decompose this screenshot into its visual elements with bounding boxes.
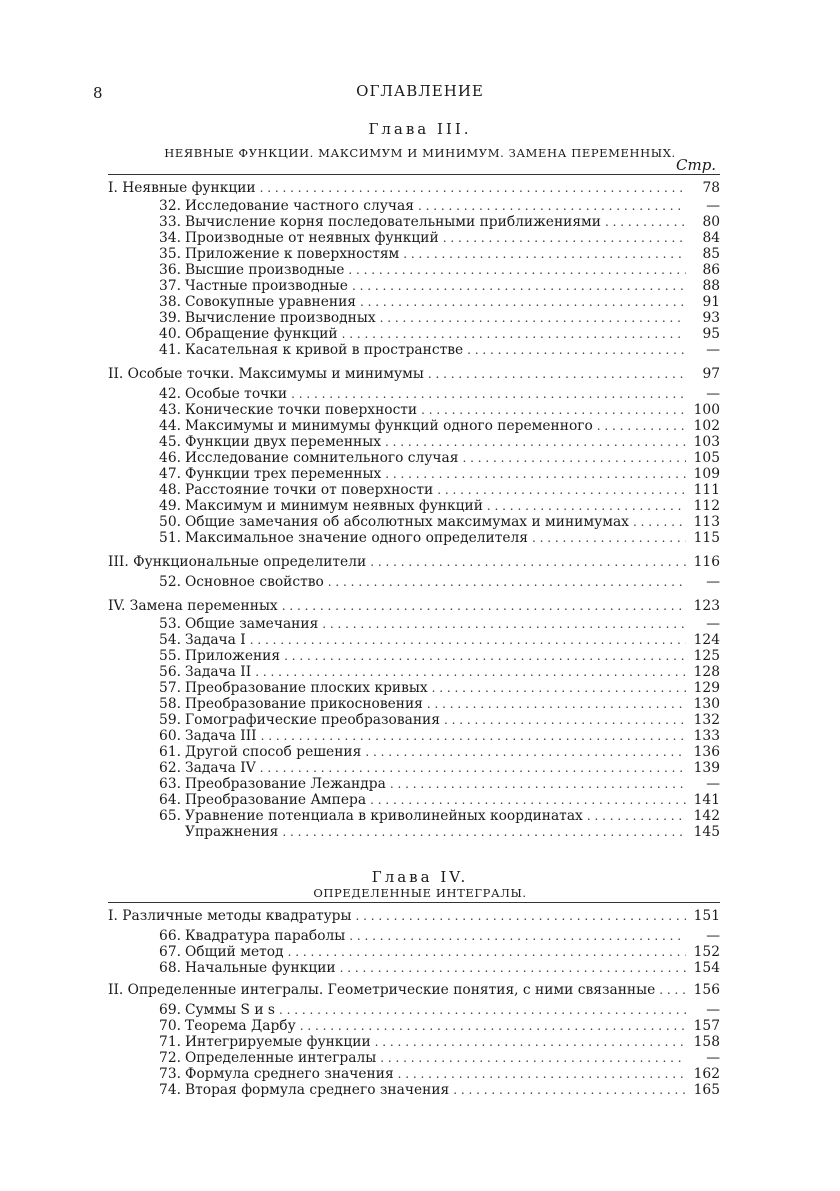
entry-page: 151: [693, 908, 720, 924]
entry-number: 65.: [159, 808, 181, 824]
entry-title: Определенные интегралы: [185, 1050, 377, 1066]
toc-item: [148, 744, 720, 761]
entry-page: 142: [693, 808, 720, 824]
entry-title: Функции трех переменных: [185, 466, 382, 482]
toc-item: [148, 944, 720, 961]
dot-leader: [403, 246, 686, 263]
entry-number: 53.: [159, 616, 181, 632]
entry-number: 66.: [159, 928, 181, 944]
entry-page: 154: [693, 960, 720, 976]
toc-item: [148, 728, 720, 745]
entry-title: Обращение функций: [185, 326, 338, 342]
dot-leader: [250, 632, 686, 649]
entry-number: 52.: [159, 574, 181, 590]
toc-item: [148, 498, 720, 515]
dot-leader: [432, 680, 686, 697]
dot-leader: [375, 1034, 686, 1051]
entry-title: Задача II: [185, 664, 252, 680]
dot-leader: [370, 792, 686, 809]
entry-title: Преобразование Ампера: [185, 792, 367, 808]
entry-title: Касательная к кривой в пространстве: [185, 342, 464, 358]
entry-number: 32.: [159, 198, 181, 214]
entry-page: —: [706, 386, 720, 402]
entry-page: 102: [693, 418, 720, 434]
dot-leader: [437, 482, 686, 499]
entry-number: 36.: [159, 262, 181, 278]
entry-number: 41.: [159, 342, 181, 358]
dot-leader: [427, 696, 686, 713]
entry-number: 58.: [159, 696, 181, 712]
entry-number: 55.: [159, 648, 181, 664]
entry-page: 124: [693, 632, 720, 648]
toc-item: [148, 418, 720, 435]
entry-title: Гомографические преобразования: [185, 712, 440, 728]
dot-leader: [349, 928, 686, 945]
dot-leader: [398, 1066, 686, 1083]
toc-item: [148, 1066, 720, 1083]
entry-number: 63.: [159, 776, 181, 792]
entry-page: —: [706, 776, 720, 792]
entry-title: Задача I: [185, 632, 246, 648]
entry-number: 48.: [159, 482, 181, 498]
toc-item: [148, 696, 720, 713]
dot-leader: [340, 960, 686, 977]
toc-item: [148, 450, 720, 467]
page-number: 8: [93, 84, 103, 102]
entry-number: 56.: [159, 664, 181, 680]
entry-title: Высшие производные: [185, 262, 345, 278]
section-entry: [108, 554, 720, 571]
entry-page: 100: [693, 402, 720, 418]
entry-number: 57.: [159, 680, 181, 696]
toc-item: [148, 960, 720, 977]
toc-item: [148, 386, 720, 403]
toc-item: [148, 278, 720, 295]
entry-number: 40.: [159, 326, 181, 342]
dot-leader: [532, 530, 686, 547]
entry-page: 141: [693, 792, 720, 808]
dot-leader: [380, 1050, 686, 1067]
dot-leader: [260, 180, 686, 197]
entry-page: —: [706, 928, 720, 944]
toc-item: [148, 198, 720, 215]
dot-leader: [597, 418, 686, 435]
dot-leader: [421, 402, 686, 419]
entry-number: 50.: [159, 514, 181, 530]
dot-leader: [282, 824, 686, 841]
entry-title: Начальные функции: [185, 960, 336, 976]
toc-item: [148, 776, 720, 793]
dot-leader: [261, 728, 686, 745]
entry-number: 44.: [159, 418, 181, 434]
entry-title: Производные от неявных функций: [185, 230, 439, 246]
entry-page: 139: [693, 760, 720, 776]
entry-page: 145: [693, 824, 720, 840]
entry-page: —: [706, 342, 720, 358]
entry-page: 80: [702, 214, 720, 230]
entry-title: Упражнения: [185, 824, 279, 840]
entry-title: Расстояние точки от поверхности: [185, 482, 434, 498]
toc-item: [148, 616, 720, 633]
entry-number: 34.: [159, 230, 181, 246]
entry-title: Задача III: [185, 728, 257, 744]
entry-number: 73.: [159, 1066, 181, 1082]
toc-item: [148, 530, 720, 547]
entry-title: Исследование сомнительного случая: [185, 450, 459, 466]
entry-page: 88: [702, 278, 720, 294]
entry-title: Вторая формула среднего значения: [185, 1082, 450, 1098]
entry-title: Исследование частного случая: [185, 198, 414, 214]
toc-item: [148, 1082, 720, 1099]
chapter-subtitle: ОПРЕДЕЛЕННЫЕ ИНТЕГРАЛЫ.: [313, 886, 527, 900]
dot-leader: [300, 1018, 686, 1035]
entry-title: Преобразование плоских кривых: [185, 680, 428, 696]
entry-page: 130: [693, 696, 720, 712]
entry-number: 74.: [159, 1082, 181, 1098]
entry-title: Общие замечания: [185, 616, 319, 632]
entry-page: —: [706, 198, 720, 214]
entry-title: Максимум и минимум неявных функций: [185, 498, 483, 514]
entry-title: Уравнение потенциала в криволинейных координатах: [185, 808, 583, 824]
entry-page: —: [706, 616, 720, 632]
entry-page: 128: [693, 664, 720, 680]
toc-item: [148, 648, 720, 665]
entry-page: 133: [693, 728, 720, 744]
divider: [108, 174, 720, 175]
entry-page: 103: [693, 434, 720, 450]
entry-title: Максимумы и минимумы функций одного переменного: [185, 418, 593, 434]
entry-page: 95: [702, 326, 720, 342]
dot-leader: [444, 712, 686, 729]
entry-number: 42.: [159, 386, 181, 402]
dot-leader: [370, 554, 686, 571]
entry-title: Преобразование прикосновения: [185, 696, 423, 712]
page-column-label: Стр.: [676, 156, 717, 174]
entry-page: 123: [693, 598, 720, 614]
entry-title: Основное свойство: [185, 574, 324, 590]
entry-title: Совокупные уравнения: [185, 294, 356, 310]
toc-item: [148, 808, 720, 825]
toc-item: [148, 310, 720, 327]
section-entry: [108, 180, 720, 197]
dot-leader: [418, 198, 686, 215]
entry-page: 115: [693, 530, 720, 546]
entry-number: 70.: [159, 1018, 181, 1034]
dot-leader: [467, 342, 686, 359]
entry-number: 68.: [159, 960, 181, 976]
entry-title: Приложение к поверхностям: [185, 246, 400, 262]
entry-title: Частные производные: [185, 278, 348, 294]
toc-item: [148, 230, 720, 247]
entry-title: Формула среднего значения: [185, 1066, 394, 1082]
divider: [108, 902, 720, 903]
entry-page: 116: [693, 554, 720, 570]
section-entry: [108, 598, 720, 615]
entry-number: 45.: [159, 434, 181, 450]
dot-leader: [365, 744, 686, 761]
dot-leader: [279, 1002, 686, 1019]
entry-title: I. Различные методы квадратуры: [108, 908, 352, 924]
chapter-subtitle: НЕЯВНЫЕ ФУНКЦИИ. МАКСИМУМ И МИНИМУМ. ЗАМЕНА ПЕРЕМЕННЫХ.: [164, 146, 676, 160]
entry-title: Конические точки поверхности: [185, 402, 418, 418]
dot-leader: [288, 944, 686, 961]
entry-number: 61.: [159, 744, 181, 760]
entry-page: 85: [702, 246, 720, 262]
entry-page: 157: [693, 1018, 720, 1034]
entry-number: 39.: [159, 310, 181, 326]
entry-page: 162: [693, 1066, 720, 1082]
entry-title: Общие замечания об абсолютных максимумах и минимумах: [185, 514, 629, 530]
entry-number: 37.: [159, 278, 181, 294]
dot-leader: [260, 760, 686, 777]
toc-item: [148, 680, 720, 697]
entry-title: Суммы S и s: [185, 1002, 276, 1018]
entry-page: 158: [693, 1034, 720, 1050]
entry-number: 72.: [159, 1050, 181, 1066]
entry-title: III. Функциональные определители: [108, 554, 367, 570]
entry-page: 97: [702, 366, 720, 382]
entry-title: Преобразование Лежандра: [185, 776, 386, 792]
entry-number: 51.: [159, 530, 181, 546]
entry-page: 78: [702, 180, 720, 196]
dot-leader: [390, 776, 686, 793]
toc-item: [148, 434, 720, 451]
toc-item: [148, 514, 720, 531]
dot-leader: [360, 294, 686, 311]
entry-page: 91: [702, 294, 720, 310]
dot-leader: [284, 648, 686, 665]
dot-leader: [352, 278, 686, 295]
dot-leader: [356, 908, 687, 925]
entry-title: Приложения: [185, 648, 281, 664]
entry-page: 111: [693, 482, 720, 498]
dot-leader: [291, 386, 686, 403]
dot-leader: [659, 982, 686, 999]
dot-leader: [633, 514, 686, 531]
dot-leader: [380, 310, 686, 327]
entry-page: 93: [702, 310, 720, 326]
toc-item: [148, 824, 720, 841]
section-entry: [108, 982, 720, 999]
entry-number: 54.: [159, 632, 181, 648]
entry-page: 156: [693, 982, 720, 998]
entry-number: 71.: [159, 1034, 181, 1050]
entry-page: 109: [693, 466, 720, 482]
entry-page: 84: [702, 230, 720, 246]
section-entry: [108, 366, 720, 383]
dot-leader: [428, 366, 686, 383]
dot-leader: [385, 466, 686, 483]
dot-leader: [587, 808, 686, 825]
entry-title: Вычисление производных: [185, 310, 376, 326]
entry-number: 43.: [159, 402, 181, 418]
entry-title: Особые точки: [185, 386, 288, 402]
toc-item: [148, 632, 720, 649]
entry-page: 165: [693, 1082, 720, 1098]
toc-item: [148, 246, 720, 263]
toc-item: [148, 792, 720, 809]
entry-title: Интегрируемые функции: [185, 1034, 371, 1050]
entry-number: 69.: [159, 1002, 181, 1018]
entry-page: —: [706, 1050, 720, 1066]
toc-item: [148, 712, 720, 729]
dot-leader: [348, 262, 686, 279]
dot-leader: [487, 498, 686, 515]
dot-leader: [342, 326, 686, 343]
entry-number: 59.: [159, 712, 181, 728]
toc-item: [148, 760, 720, 777]
entry-title: Теорема Дарбу: [185, 1018, 296, 1034]
entry-number: 62.: [159, 760, 181, 776]
entry-page: 129: [693, 680, 720, 696]
entry-page: 132: [693, 712, 720, 728]
entry-number: 38.: [159, 294, 181, 310]
entry-page: 152: [693, 944, 720, 960]
toc-item: [148, 1018, 720, 1035]
entry-title: I. Неявные функции: [108, 180, 256, 196]
toc-item: [148, 574, 720, 591]
entry-title: Задача IV: [185, 760, 256, 776]
entry-number: 35.: [159, 246, 181, 262]
dot-leader: [322, 616, 686, 633]
entry-page: —: [706, 574, 720, 590]
entry-title: Другой способ решения: [185, 744, 362, 760]
entry-page: 105: [693, 450, 720, 466]
dot-leader: [282, 598, 686, 615]
toc-item: [148, 1002, 720, 1019]
dot-leader: [462, 450, 686, 467]
entry-page: —: [706, 1002, 720, 1018]
toc-item: [148, 466, 720, 483]
entry-number: 64.: [159, 792, 181, 808]
entry-page: 112: [693, 498, 720, 514]
running-title: ОГЛАВЛЕНИЕ: [356, 82, 484, 100]
toc-item: [148, 928, 720, 945]
entry-title: Функции двух переменных: [185, 434, 381, 450]
toc-item: [148, 294, 720, 311]
entry-number: 67.: [159, 944, 181, 960]
dot-leader: [328, 574, 686, 591]
entry-number: 46.: [159, 450, 181, 466]
dot-leader: [605, 214, 686, 231]
entry-page: 125: [693, 648, 720, 664]
dot-leader: [255, 664, 686, 681]
entry-number: 49.: [159, 498, 181, 514]
entry-page: 113: [693, 514, 720, 530]
entry-title: IV. Замена переменных: [108, 598, 278, 614]
chapter-title: Глава IV.: [371, 868, 469, 886]
toc-item: [148, 326, 720, 343]
section-entry: [108, 908, 720, 925]
entry-page: 136: [693, 744, 720, 760]
toc-item: [148, 402, 720, 419]
chapter-title: Глава III.: [368, 120, 472, 138]
toc-item: [148, 262, 720, 279]
toc-item: [148, 1050, 720, 1067]
entry-title: II. Особые точки. Максимумы и минимумы: [108, 366, 424, 382]
entry-title: Квадратура параболы: [185, 928, 346, 944]
entry-number: 60.: [159, 728, 181, 744]
entry-title: Максимальное значение одного определителя: [185, 530, 528, 546]
entry-title: II. Определенные интегралы. Геометрические понятия, с ними связанные: [108, 982, 656, 998]
toc-item: [148, 1034, 720, 1051]
dot-leader: [385, 434, 686, 451]
entry-title: Вычисление корня последовательными приближениями: [185, 214, 601, 230]
entry-number: 33.: [159, 214, 181, 230]
dot-leader: [453, 1082, 686, 1099]
toc-item: [148, 664, 720, 681]
entry-title: Общий метод: [185, 944, 284, 960]
entry-page: 86: [702, 262, 720, 278]
dot-leader: [443, 230, 686, 247]
toc-item: [148, 342, 720, 359]
toc-item: [148, 482, 720, 499]
toc-item: [148, 214, 720, 231]
entry-number: 47.: [159, 466, 181, 482]
